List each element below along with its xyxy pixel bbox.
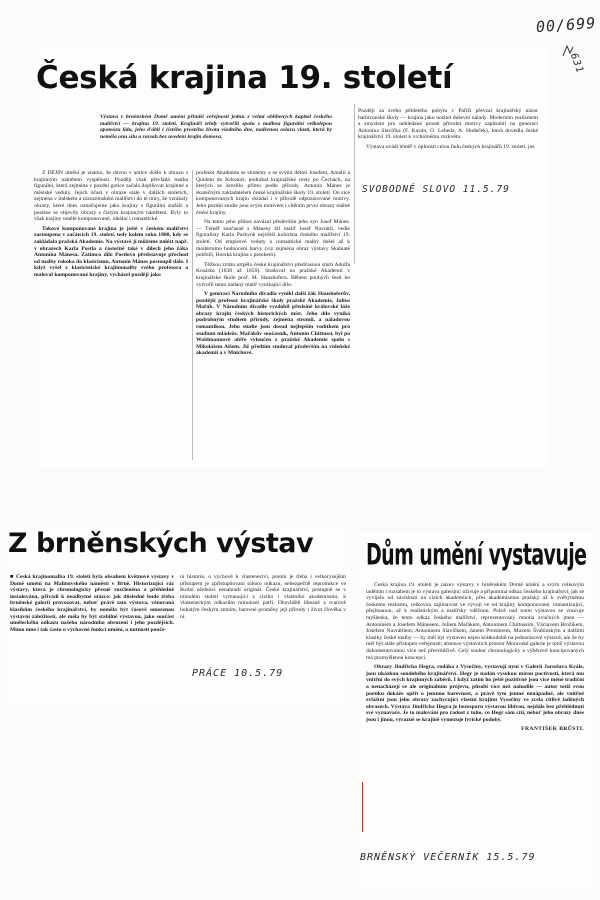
article3-paragraph: Česká krajina 19. století je název výstavy v brněnském Domě umění a svým celkovým laděním i rozsahem je to výstava galerijní; oživuje a připomíná odkaz českého krajinářství, jak se vyvíjelo od závislosti na cizích akademiích, přes akademismus pražský až k svébytnému českému realismu, celkovou zajímavost ve vývoji ve od krajiny komponované, romantizující, přejímanou, až k realistickým a malířsky vděčnou. Právě nad touto výstavou se vnucuje myšlenka, že tento odkaz českého malířství, reprezentovaný mnoha zvučných jmen — Antonínem a Josefem Mánesem, Juliem Mařákem, Antonínem Chittussim, Václavem Brožíkem, Josefem Navrátilem, Antonínem Slavíčkem, Janem Preislerem, Maxem Švabinským a dalšími klasiky české malby — by měl být vystaven nejen krátkodobě na jednorázové výstavě, ale že by měl být stále přístupen veřejnosti; absence výstavních prostor Moravské galerie je totiž výstavou dokumentovanou více než přesvědčivě. Celý soubor chronologicky a výběrově koncipovaných má promyšlenou koncepci. xyxy=(366,582,584,661)
column-divider xyxy=(354,104,355,264)
article1-paragraph: V generaci Národního divadla vynikl další žák Haushoferův, pozdější profesor krajinářské školy pražské Akademie, Julius Mařák. V Národním divadle vyzdobil předsíně královské lóže obrazy krajin českých historických míst. Jeho dílo vyniká podrobným studiem přírody, zejména stromů, a náladovou romantikou. Jeho studie jsou dosud nejlepším vodítkem pro studium mládeže. Mařákův současník, Antonín Chittussi, byl po Woldmannově aféře vyloučen z pražské Akademie spolu s Mikolášem Alšem. Již předtím studoval především na vídeňské akademii a v Mnichově. xyxy=(196,291,350,357)
article3-headline: Dům umění vystavuje xyxy=(366,538,587,573)
article1-column-3 xyxy=(358,108,538,228)
article2-headline: Z brněnských výstav xyxy=(8,528,314,559)
column-divider xyxy=(192,170,193,460)
article1-paragraph: Výstava uvádí téměř v úplnosti celou řadu českých krajinářů 19. století. jos xyxy=(366,143,535,150)
article1-column-2 xyxy=(196,170,350,466)
source-note-prace: PRÁCE 10.5.79 xyxy=(192,668,284,679)
article3-paragraph: Obrazy Jindřicha Hegra, rodáka z Vysočiny, vystavují nyní v Galerii Jaroslava Krále, jsou ukázkou soudobého krajinářství. Hegr je nadán vysokou mírou poctivosti, která mu vnitřní do svých krajinných záběrů. I když zatím ho ještě pozitivně jsou více méně tradiční a nenacházejí se ale originálním projevu, působí více než nahodile — autor totiž svou poetiku dokáže opřít o jemnou barevnost, a právě tyto jemné nenápadné, ale vnitřně zvláštní jsou jeho obrazy zachycující vlastní krajinu Vysočiny ve zcela citlivě laděných obrazech. Výstava Jindřicha Hegra je bezesporu výstavou líbivou, nejdále bez přehlédnutí své vyznavače. Je to malování pro radost z toho, co Hegr sám cítí, neboť jeho obrazy dnes jsou i jinou, výrazně se krajině vymezuje lyrické podoby. xyxy=(366,664,584,723)
archive-number: 00/699 xyxy=(535,13,597,37)
article1-paragraph: Později za svého pětiletého pobytu v Paříži převzal krajinářský názor barbizonské školy — krajina jako nositel duševní nálady. Moderním realismem a smyslem pro nehledané prosté přírodní motivy zapůsobil na generaci Antonína Slavíčka (F. Kaván, O. Lebeda, A. Hudeček), která dovedla české krajinářství 19. století k vrcholnému rozkvětu. xyxy=(358,108,538,141)
stamp-scribble-icon xyxy=(562,44,574,58)
article1-lead: Výstava v brněnském Domě umění přináší veřejnosti jednu z velmi oblíbených kapitol českého malířství — krajinu 19. století. Krajináři tehdy vytvořili spolu s malbou figurální velkolepou apoteózu lidu, jeho ďábli i čistého prostého života všedního dne, nadšenou oslavu vlasti, která by neměla onu sílu a rozsah bez uvedení krajin domova. xyxy=(100,114,332,140)
article3-body xyxy=(366,582,584,842)
archive-mark: 631 xyxy=(567,51,586,76)
clipping-prace xyxy=(8,528,350,704)
article1-paragraph: profesor Akademie se studenty a se svými dětmi Josefem, Amálií a Quidem do Krkonoš, podnikal krajinářské cesty po Čechách, na kterých se kreslilo přímo podle přírody. Antonín Mánes je skutečným zakladatelem české krajinářské školy 19. století. On sice komponovaných krajin vkládal i v přírodě odpozorované motivy. Jeho pozdní studie jsou svým motivem i citěním první obrazy reálné české krajiny. xyxy=(196,170,350,216)
article1-headline: Česká krajina 19. století xyxy=(36,60,453,96)
source-note-svobodne-slovo: SVOBODNÉ SLOVO 11.5.79 xyxy=(362,184,510,195)
clipping-svobodne-slovo xyxy=(34,48,548,468)
article2-column-2: ní historie, o výchově k vlastenectví, potom je třeba i velkorysejším přístupem je zpřístupňovaní tohoto odkazu, nebezpečně reprodukce ve školní učebnici nenahradí originál. České krajinářství, postupně se v minulém století vymanující z cizího i vlastního akademismu, k vlasteneckým odkazům minulosti patří. Obzvláště líbezné a tvarově bohatým českým zemím, barevné proměny její přírody i život člověka v ní. xyxy=(180,574,346,620)
margin-pencil-mark xyxy=(362,782,363,832)
article1-paragraph: Těžkou ztrátu utrpělo české krajinářství předčasnou smrtí Adolfa Kosárka (1830 až 1859). Studoval na pražské Akademii v krajinářské škole prof. M. Haushofera. Během pouhých šesti let vytvořil tento nadaný malíř vynikající dílo. xyxy=(196,261,350,288)
article1-paragraph: Na tento jeho přínos navázal především jeho syn Josef Mánes. — Téměř současně s Mánesy žil malíř Josef Navrátil, vedle figuralisty Karla Purkyně největší kolorista českého malířství 19. století. Od empirové veduty o romantické malby došel až k modernímu hodnocení barvy (viz zejména obraz výstavy Skalnaté pobřeží, Horská krajina s potokem). xyxy=(196,219,350,259)
article3-byline: FRANTIŠEK BRŮSTL xyxy=(521,726,584,733)
article1-paragraph: Takové komponované krajina je ještě v českém malířství zastoupena v začátcích 19. století, tedy kolem roku 1800, kdy se zakládala pražská Akademie. Na výstavě jí můžeme nalézt např. v obrazech Karla Postla a částečně také v dílech jeho žáka Antonína Mánesa. Zatímco dílo Postlovo představuje přechod od malby rokoka do klasicismu, Antonín Mánes postoupil dále. I když vyšel z klasicistické krajinomalby svého profesora a maloval komponované krajiny, vycházel později jako xyxy=(34,225,188,278)
article1-column-1 xyxy=(34,170,188,466)
clipping-brnensky-vecernik xyxy=(360,532,592,894)
article2-column-1: ■ Česká krajinomalba 19. století byla obsahem květnové výstavy v Domě umění na Malinovského náměstí v Brně. Historizující ráz výstavy, která je chronologicky přesně rozčleněna a přehledně instalována, přivádí k neodbytné otázce: jak důsledně bude třeba brněnské galerii provozovat, neboť právě tato výstava, věnovaná klasikům českého krajinářství, by neměla být časově omezenou výstavní záležitostí, ale měla by být stabilně výstavou, jako součást uměleckého odkazu našeho národního obrození i jeho pozdějších. Mimo mne i tak často o výchovné funkci umění, o nutnosti pouče- xyxy=(10,574,174,633)
source-note-brnensky-vecernik: BRNĚNSKÝ VEČERNÍK 15.5.79 xyxy=(360,852,536,863)
article1-paragraph: Z DĚJIN umění je známo, že dávno v antice došlo k obrazu s krajinným námětem vyspělosti. Později však převládá malba figurální, která zejména v pozdní gotice začala doplňovat krajinné a městské veduty. Jejich účast v obraze stále v dalších stoletích, zejména v italském a nizozemském malířství do té míry, že vznikaly obrazy, které dnes označujeme jako krajiny s figurální stafáží a posléze se objevily obrazy s čistým krajinným námětem. Byly to však krajiny umělé komponované, ideální i romantické. xyxy=(34,170,188,223)
